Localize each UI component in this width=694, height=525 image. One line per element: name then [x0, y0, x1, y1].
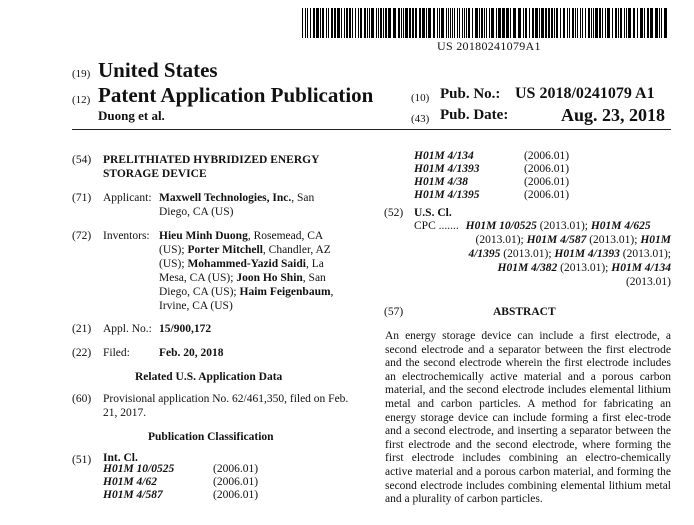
barcode-bar [535, 8, 538, 38]
applicant-loc2: Diego, CA (US) [159, 206, 234, 218]
barcode-bar [334, 8, 336, 38]
inv-line5-a: Diego, CA (US); [159, 286, 237, 298]
intcl-label: Int. Cl. [103, 452, 138, 464]
int-class-code: H01M 4/1395 [414, 189, 480, 201]
barcode-bar [612, 8, 613, 38]
barcode-bar [358, 8, 359, 38]
barcode-bar [360, 8, 362, 38]
cpc-line4 [498, 261, 671, 275]
barcode-bar [588, 8, 590, 38]
barcode-bar [602, 8, 603, 38]
barcode-bar [510, 8, 511, 38]
barcode-bar [422, 8, 425, 38]
inv-line3-a: (US); [159, 258, 185, 270]
barcode-bar [513, 8, 516, 38]
barcode-bar [320, 8, 321, 38]
barcode-bar [582, 8, 583, 38]
code-57: (57) [384, 306, 404, 318]
barcode-bar [580, 8, 581, 38]
barcode-bar [439, 8, 440, 38]
barcode-bar [426, 8, 427, 38]
barcode-bar [496, 8, 497, 38]
cpc-class: H01M 10/0525 [465, 220, 537, 232]
inv-line4-a: Mesa, CA (US); [159, 272, 234, 284]
inventor-line2 [159, 243, 331, 257]
barcode-bar [316, 8, 319, 38]
inventor1-loc: , Rosemead, CA [247, 230, 324, 242]
barcode-bar [349, 8, 351, 38]
barcode-bar [464, 8, 465, 38]
barcode-bar [310, 8, 311, 38]
abstract-text: An energy storage device can include a first electrode, a second electrode and a separator between the first electrode and the second electrode wherein the first electrode includes an electrochemically active material and a porous carbon material, and the second electrode includes elemental lithium metal and carbon particles. A method for fabricating an energy storage device can include forming a first elec-trode and a second electrode, and inserting a separator between the first electrode and the second electrode, where forming the first electrode includes combining an electro-chemically active material and a porous carbon material, and forming the second electrode includes combining elemental lithium metal and a plurality of carbon particles. [385, 330, 671, 506]
barcode-bar [491, 8, 494, 38]
barcode-bar [525, 8, 527, 38]
barcode-bar [556, 8, 558, 38]
cpc-class: 4/1395 [468, 248, 501, 260]
barcode-bar [624, 8, 625, 38]
inv-line2-a: (US); [159, 244, 185, 256]
appl-label: Appl. No.: [103, 323, 152, 335]
barcode-bar [607, 8, 610, 38]
code-71: (71) [72, 192, 92, 204]
barcode-bar [548, 8, 550, 38]
barcode-bar [647, 8, 649, 38]
barcode-bar [457, 8, 458, 38]
inventor2: Porter Mitchell [187, 244, 263, 256]
barcode-bar [331, 8, 333, 38]
filed-label: Filed: [103, 347, 130, 359]
barcode-bar [401, 8, 402, 38]
barcode-bar [307, 8, 308, 38]
barcode-bar [620, 8, 622, 38]
barcode [302, 8, 668, 38]
barcode-bar [352, 8, 353, 38]
inventor1: Hieu Minh Duong [159, 230, 248, 242]
barcode-bar [305, 8, 306, 38]
barcode-bar [466, 8, 467, 38]
barcode-bar [388, 8, 391, 38]
cpc-class: H01M 4/1393 [554, 248, 620, 260]
barcode-bar [380, 8, 382, 38]
cpc-year: (2013.01); [619, 248, 671, 260]
barcode-bar [475, 8, 478, 38]
inventor-short: Duong et al. [98, 108, 165, 123]
barcode-bar [577, 8, 578, 38]
header-divider [72, 129, 671, 130]
int-class-year: (2006.01) [213, 463, 259, 475]
barcode-bar [371, 8, 374, 38]
barcode-bar [664, 8, 667, 38]
barcode-bar [468, 8, 470, 38]
barcode-bar [593, 8, 594, 38]
cpc-year: (2013.01); [500, 248, 555, 260]
barcode-bar [385, 8, 387, 38]
barcode-bar [599, 8, 601, 38]
cpc-line5: (2013.01) [625, 276, 671, 288]
barcode-bar [618, 8, 619, 38]
barcode-bar [640, 8, 643, 38]
barcode-bar [462, 8, 463, 38]
barcode-bar [585, 8, 586, 38]
cpc-class: H01M 4/134 [611, 262, 671, 274]
inventor-line3 [159, 257, 324, 271]
barcode-bar [541, 8, 544, 38]
barcode-bar [661, 8, 662, 38]
barcode-bar [441, 8, 444, 38]
barcode-bar [412, 8, 414, 38]
country: United States [98, 58, 218, 82]
cpc-year: (2013.01); [475, 234, 527, 246]
int-class-code: H01M 4/38 [414, 176, 468, 188]
int-class-code: H01M 4/62 [103, 476, 157, 488]
code-60: (60) [72, 393, 92, 405]
barcode-bar [489, 8, 490, 38]
int-class-code: H01M 4/587 [103, 489, 163, 501]
cpc-year: (2013.01); [586, 234, 641, 246]
pubclass-heading: Publication Classification [148, 431, 274, 443]
applicant-line1 [159, 191, 314, 205]
int-class-year: (2006.01) [524, 163, 570, 175]
barcode-bar [486, 8, 487, 38]
barcode-bar [405, 8, 408, 38]
code-21: (21) [72, 323, 92, 335]
cpc-class: H01M [640, 234, 671, 246]
inventor-line4 [159, 271, 326, 285]
barcode-bar [591, 8, 592, 38]
barcode-bar [450, 8, 451, 38]
barcode-bar [369, 8, 370, 38]
inventor2-loc: , Chandler, AZ [262, 244, 331, 256]
inventor4: Joon Ho Shin [236, 272, 303, 284]
related-heading: Related U.S. Application Data [135, 371, 283, 383]
barcode-bar [633, 8, 635, 38]
barcode-bar [554, 8, 555, 38]
code-72: (72) [72, 230, 92, 242]
barcode-bar [378, 8, 379, 38]
int-class-year: (2006.01) [524, 150, 570, 162]
barcode-bar [529, 8, 530, 38]
barcode-bar [454, 8, 455, 38]
pub-no-value: US 2018/0241079 A1 [515, 85, 655, 102]
barcode-bar [567, 8, 568, 38]
barcode-bar [595, 8, 598, 38]
barcode-bar [498, 8, 501, 38]
barcode-bar [419, 8, 421, 38]
inventor-line1 [159, 229, 323, 243]
barcode-bar [346, 8, 348, 38]
barcode-bar [302, 8, 303, 38]
int-class-code: H01M 4/134 [414, 150, 474, 162]
int-class-year: (2006.01) [524, 189, 570, 201]
publication-type: Patent Application Publication [98, 83, 374, 107]
barcode-bar [563, 8, 565, 38]
barcode-bar [341, 8, 342, 38]
inventor5: Haim Feigenbaum [239, 286, 331, 298]
filed-value: Feb. 20, 2018 [159, 347, 224, 359]
barcode-bar [383, 8, 384, 38]
barcode-bar [367, 8, 368, 38]
inventor3-loc: , La [305, 258, 324, 270]
barcode-bar [452, 8, 453, 38]
code-54: (54) [72, 154, 92, 166]
applicant-name: Maxwell Technologies, Inc. [159, 192, 292, 204]
cpc-line2 [475, 233, 671, 247]
barcode-bar [575, 8, 576, 38]
barcode-bar [326, 8, 327, 38]
barcode-bar [376, 8, 377, 38]
barcode-bar [481, 8, 483, 38]
int-class-code: H01M 10/0525 [103, 463, 175, 475]
barcode-bar [415, 8, 417, 38]
barcode-bar [650, 8, 653, 38]
barcode-bar [523, 8, 524, 38]
code-10: (10) [411, 92, 430, 104]
pub-date-label: Pub. Date: [440, 107, 509, 123]
uscl-label: U.S. Cl. [414, 207, 452, 219]
barcode-bar [628, 8, 631, 38]
int-class-code: H01M 4/1393 [414, 163, 480, 175]
barcode-bar [433, 8, 435, 38]
applicant-loc1: , San [291, 192, 315, 204]
barcode-bar [626, 8, 627, 38]
barcode-bar [459, 8, 460, 38]
barcode-number: US 20180241079A1 [437, 39, 541, 53]
barcode-bar [398, 8, 400, 38]
inventor-line5 [159, 285, 333, 299]
pub-no-label: Pub. No.: [440, 86, 501, 102]
inventor5-loc: , [330, 286, 334, 298]
barcode-bar [337, 8, 340, 38]
barcode-bar [322, 8, 324, 38]
barcode-bar [472, 8, 473, 38]
barcode-bar [437, 8, 438, 38]
inventor4-loc: , San [302, 272, 326, 284]
barcode-bar [560, 8, 561, 38]
code-52: (52) [384, 207, 404, 219]
int-class-year: (2006.01) [213, 476, 259, 488]
code-51: (51) [72, 454, 92, 466]
barcode-bar [605, 8, 606, 38]
cpc-class: H01M 4/625 [590, 220, 651, 232]
cpc-year: (2013.01); [536, 220, 591, 232]
barcode-bar [403, 8, 404, 38]
title-line1: PRELITHIATED HYBRIDIZED ENERGY [103, 154, 320, 166]
title-line2: STORAGE DEVICE [103, 168, 207, 180]
applicant-label: Applicant: [103, 192, 152, 204]
cpc-class: H01M 4/382 [497, 262, 558, 274]
cpc-prefix: CPC ....... [414, 220, 459, 232]
barcode-bar [448, 8, 449, 38]
barcode-bar [569, 8, 570, 38]
barcode-bar [409, 8, 411, 38]
cpc-line1 [414, 219, 651, 233]
barcode-bar [344, 8, 345, 38]
barcode-bar [659, 8, 660, 38]
barcode-bar [313, 8, 315, 38]
barcode-bar [539, 8, 540, 38]
barcode-bar [551, 8, 553, 38]
barcode-bar [655, 8, 658, 38]
barcode-bar [637, 8, 638, 38]
inventor3: Mohammed-Yazid Saidi [187, 258, 306, 270]
int-class-year: (2006.01) [213, 489, 259, 501]
barcode-bar [506, 8, 509, 38]
barcode-bar [532, 8, 534, 38]
code-43: (43) [411, 113, 430, 125]
code-22: (22) [72, 347, 92, 359]
appl-value: 15/900,172 [159, 323, 212, 335]
barcode-bar [446, 8, 447, 38]
int-class-year: (2006.01) [524, 176, 570, 188]
code-19: (19) [72, 68, 91, 80]
barcode-bar [393, 8, 396, 38]
barcode-bar [502, 8, 505, 38]
barcode-bar [518, 8, 521, 38]
barcode-bar [484, 8, 485, 38]
barcode-bar [479, 8, 480, 38]
barcode-bar [644, 8, 645, 38]
cpc-class: H01M 4/587 [526, 234, 587, 246]
barcode-bar [545, 8, 547, 38]
abstract-heading: ABSTRACT [493, 306, 556, 318]
provisional-line2: 21, 2017. [103, 407, 147, 419]
inventor-line6: Irvine, CA (US) [159, 300, 233, 312]
barcode-bar [428, 8, 431, 38]
cpc-line3 [468, 247, 671, 261]
code-12: (12) [72, 94, 91, 106]
cpc-year: (2013.01); [557, 262, 612, 274]
inventors-label: Inventors: [103, 230, 150, 242]
barcode-bar [355, 8, 356, 38]
barcode-bar [364, 8, 366, 38]
barcode-bar [572, 8, 574, 38]
provisional-line1: Provisional application No. 62/461,350, filed on Feb. [103, 393, 349, 405]
barcode-bar [328, 8, 329, 38]
barcode-bar [615, 8, 617, 38]
pub-date-value: Aug. 23, 2018 [561, 105, 666, 125]
